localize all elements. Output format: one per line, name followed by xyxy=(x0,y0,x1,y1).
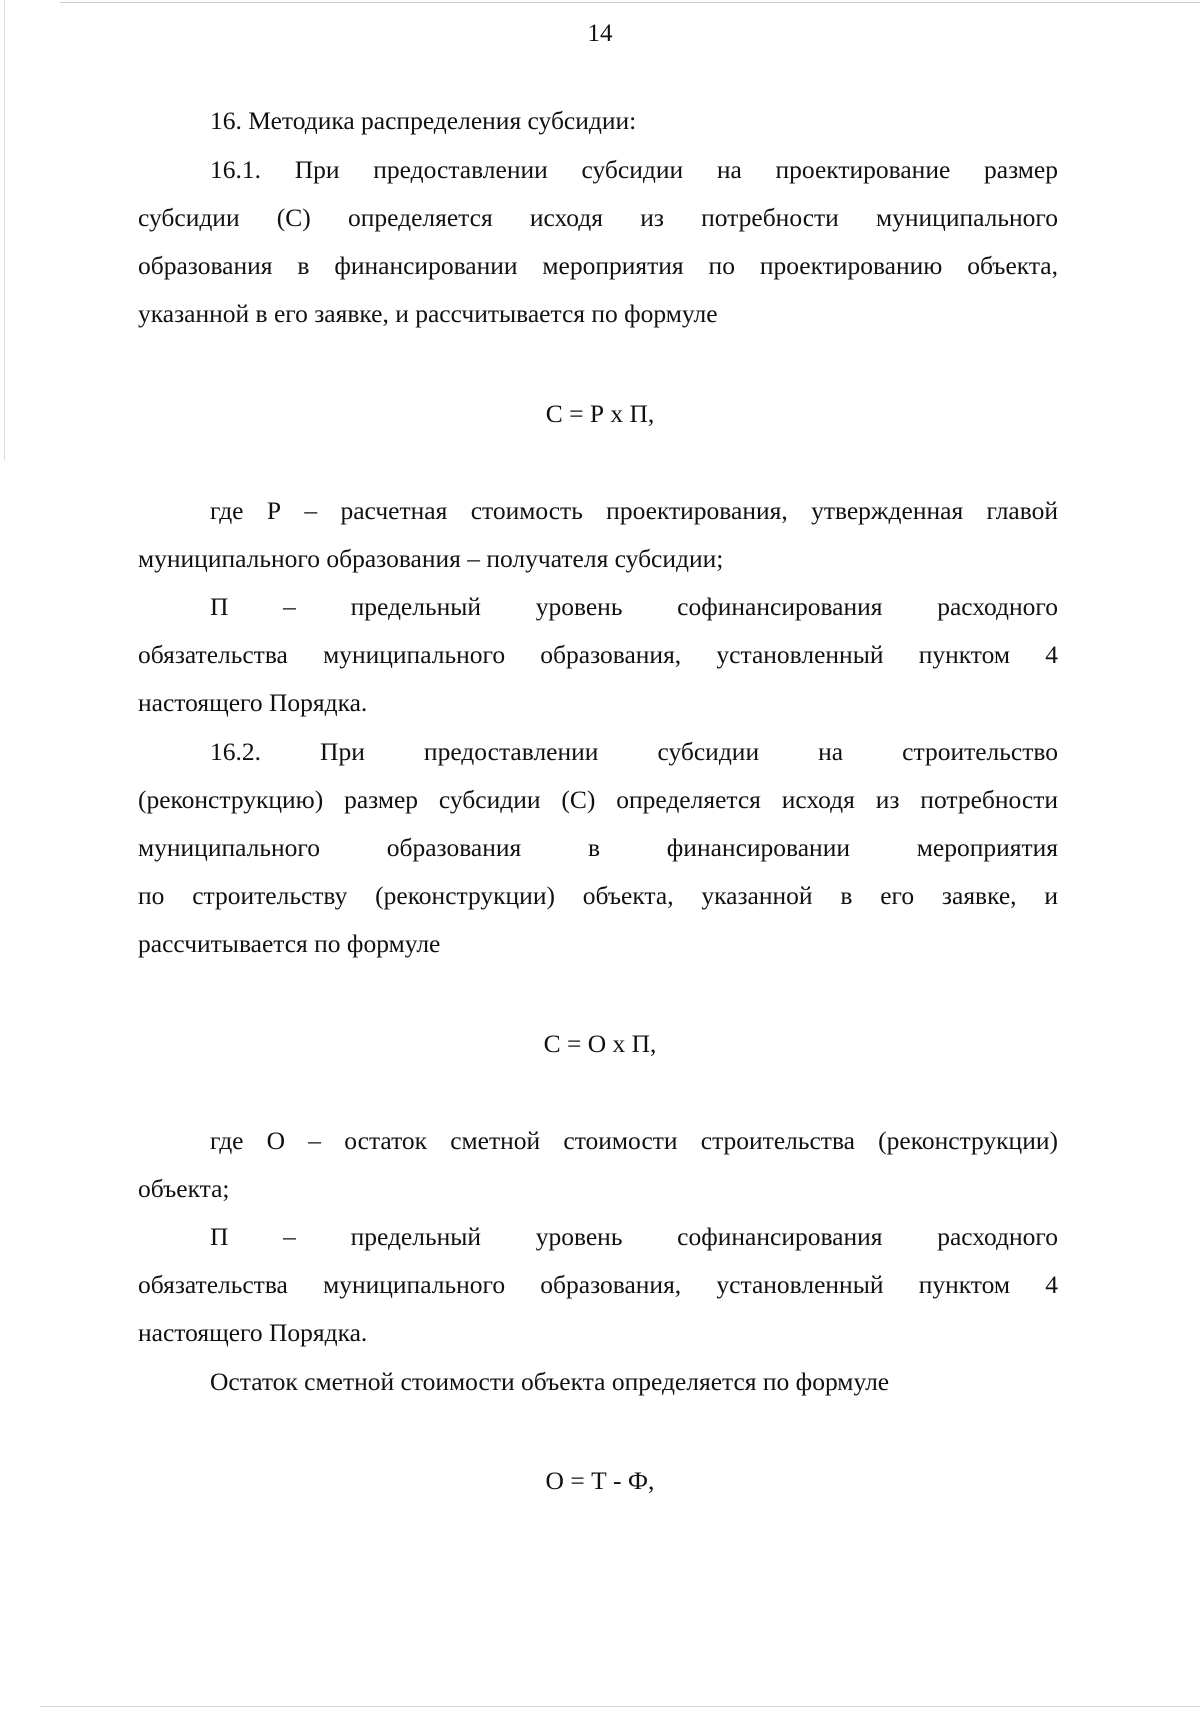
paragraph-line: по строительству (реконструкции) объекта, указанной в его заявке, и xyxy=(138,881,1058,910)
paragraph-line: муниципального образования – получателя субсидии; xyxy=(138,544,724,573)
paragraph-line: объекта; xyxy=(138,1174,230,1203)
paragraph-line: обязательства муниципального образования, установленный пунктом 4 xyxy=(138,1270,1058,1299)
section-heading: 16. Методика распределения субсидии: xyxy=(210,106,637,135)
paragraph-line: настоящего Порядка. xyxy=(138,1318,368,1347)
scan-bottom-edge xyxy=(40,1706,1200,1707)
paragraph-line: образования в финансировании мероприятия по проектированию объекта, xyxy=(138,251,1058,280)
formula: С = О х П, xyxy=(543,1029,657,1058)
paragraph-line: Остаток сметной стоимости объекта определяется по формуле xyxy=(210,1367,890,1396)
formula: О = Т - Ф, xyxy=(545,1466,655,1495)
paragraph-line: 16.1. При предоставлении субсидии на проектирование размер xyxy=(210,155,1058,184)
paragraph-line: где Р – расчетная стоимость проектирования, утвержденная главой xyxy=(210,496,1058,525)
paragraph-line: 16.2. При предоставлении субсидии на строительство xyxy=(210,737,1058,766)
paragraph-line: обязательства муниципального образования, установленный пунктом 4 xyxy=(138,640,1058,669)
paragraph-line: П – предельный уровень софинансирования расходного xyxy=(210,592,1058,621)
scan-left-edge xyxy=(4,0,5,460)
paragraph-line: П – предельный уровень софинансирования расходного xyxy=(210,1222,1058,1251)
paragraph-line: муниципального образования в финансировании мероприятия xyxy=(138,833,1058,862)
scan-top-edge xyxy=(60,2,1200,3)
paragraph-line: указанной в его заявке, и рассчитывается по формуле xyxy=(138,299,718,328)
paragraph-line: (реконструкцию) размер субсидии (С) определяется исходя из потребности xyxy=(138,785,1058,814)
formula: С = Р х П, xyxy=(545,399,655,428)
paragraph-line: рассчитывается по формуле xyxy=(138,929,441,958)
paragraph-line: где О – остаток сметной стоимости строительства (реконструкции) xyxy=(210,1126,1058,1155)
paragraph-line: настоящего Порядка. xyxy=(138,688,368,717)
paragraph-line: субсидии (С) определяется исходя из потребности муниципального xyxy=(138,203,1058,232)
page-number: 14 xyxy=(587,20,613,47)
